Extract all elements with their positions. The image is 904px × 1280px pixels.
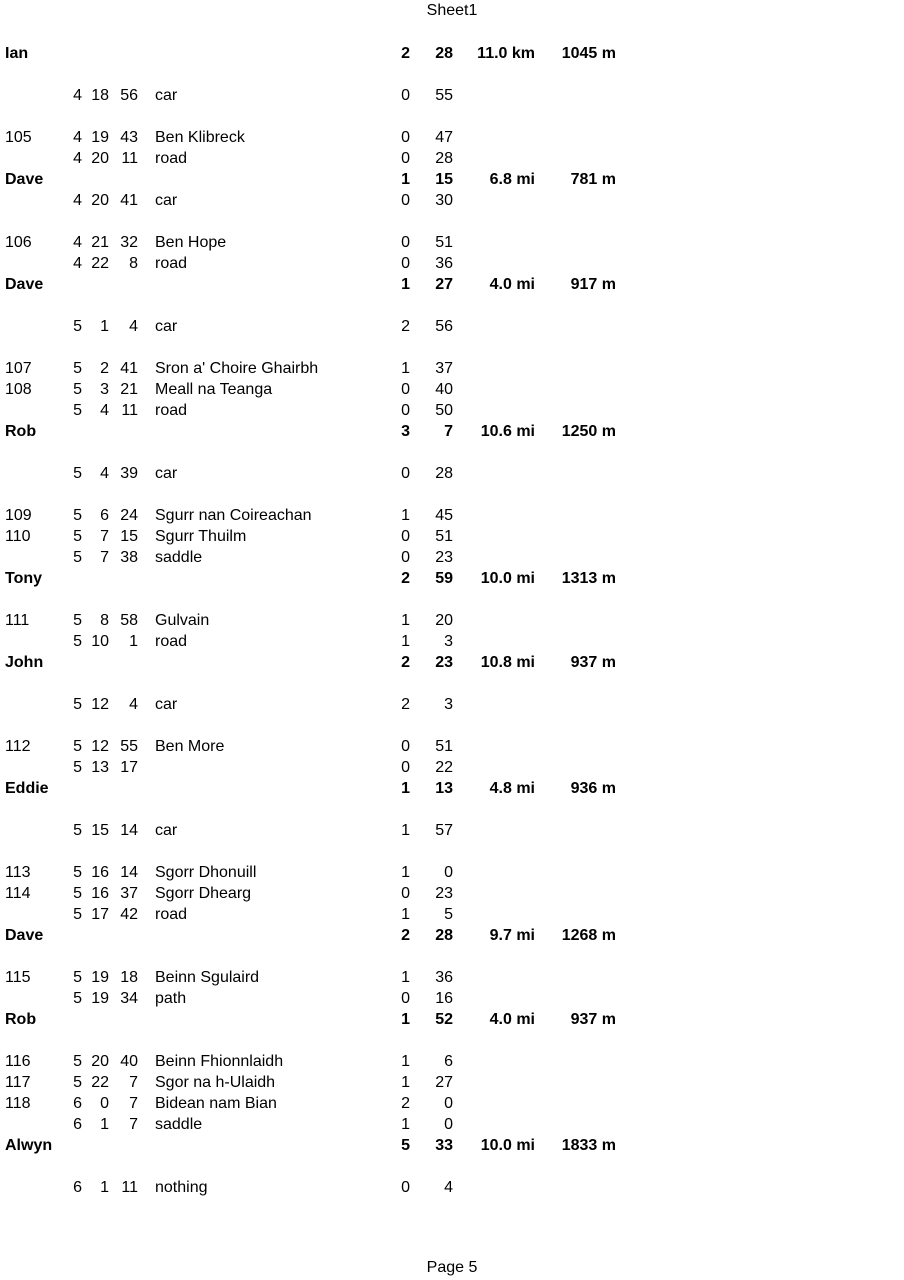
time-hour: 22 [91,1074,109,1091]
summary-row [0,43,904,64]
leg-hours: 1 [401,864,410,881]
time-hour: 3 [100,381,109,398]
leg-hours: 2 [401,696,410,713]
table-row [0,904,904,925]
walker-name: John [5,654,44,671]
time-minute: 24 [120,507,138,524]
time-hour: 8 [100,612,109,629]
summary-row [0,1135,904,1156]
time-minute: 41 [120,192,138,209]
leg-minutes: 0 [444,1095,453,1112]
leg-hours: 0 [401,885,410,902]
total-hours: 1 [401,780,410,797]
leg-minutes: 5 [444,906,453,923]
total-minutes: 7 [444,423,453,440]
time-minute: 41 [120,360,138,377]
leg-minutes: 16 [435,990,453,1007]
table-row [0,547,904,568]
leg-minutes: 57 [435,822,453,839]
total-hours: 2 [401,570,410,587]
summary-row [0,169,904,190]
total-ascent: 1045 m [561,45,616,62]
total-ascent: 1313 m [561,570,616,587]
table-row [0,190,904,211]
leg-name: Beinn Fhionnlaidh [155,1053,284,1070]
time-minute: 39 [120,465,138,482]
total-minutes: 52 [435,1011,453,1028]
leg-hours: 0 [401,402,410,419]
total-hours: 5 [401,1137,410,1154]
time-hour: 22 [91,255,109,272]
leg-minutes: 22 [435,759,453,776]
table-row [0,85,904,106]
time-minute: 56 [120,87,138,104]
time-day: 5 [73,990,82,1007]
total-minutes: 59 [435,570,453,587]
leg-name: Sgor na h-Ulaidh [155,1074,276,1091]
leg-hours: 0 [401,549,410,566]
leg-minutes: 51 [435,528,453,545]
leg-name: Gulvain [155,612,210,629]
walker-name: Tony [5,570,43,587]
walker-name: Alwyn [5,1137,53,1154]
walker-name: Ian [5,45,29,62]
leg-name: saddle [155,1116,203,1133]
leg-hours: 0 [401,990,410,1007]
table-row [0,988,904,1009]
leg-hours: 0 [401,528,410,545]
leg-name: car [155,465,178,482]
time-day: 5 [73,360,82,377]
time-day: 4 [73,192,82,209]
total-distance: 4.0 mi [489,276,535,293]
total-minutes: 28 [435,927,453,944]
total-ascent: 937 m [570,654,616,671]
total-distance: 10.0 mi [480,1137,535,1154]
leg-hours: 1 [401,360,410,377]
time-minute: 8 [129,255,138,272]
time-day: 5 [73,381,82,398]
time-hour: 2 [100,360,109,377]
time-hour: 6 [100,507,109,524]
table-row [0,1051,904,1072]
leg-hours: 1 [401,1116,410,1133]
time-day: 5 [73,1074,82,1091]
hill-number: 106 [5,234,32,251]
summary-row [0,274,904,295]
time-minute: 37 [120,885,138,902]
leg-hours: 1 [401,906,410,923]
leg-minutes: 47 [435,129,453,146]
leg-hours: 1 [401,1053,410,1070]
leg-minutes: 20 [435,612,453,629]
leg-name: Meall na Teanga [155,381,273,398]
leg-minutes: 51 [435,738,453,755]
table-row [0,1114,904,1135]
leg-hours: 0 [401,465,410,482]
leg-name: road [155,150,188,167]
leg-name: Ben Klibreck [155,129,245,146]
leg-minutes: 28 [435,465,453,482]
time-minute: 43 [120,129,138,146]
leg-name: nothing [155,1179,208,1196]
time-day: 6 [73,1095,82,1112]
hill-number: 114 [5,885,31,902]
summary-row [0,652,904,673]
time-minute: 21 [120,381,138,398]
leg-name: car [155,192,178,209]
time-minute: 55 [120,738,138,755]
time-minute: 34 [120,990,138,1007]
time-hour: 20 [91,192,109,209]
total-ascent: 937 m [570,1011,616,1028]
total-hours: 3 [401,423,410,440]
time-day: 5 [73,864,82,881]
walker-name: Dave [5,927,44,944]
summary-row [0,778,904,799]
leg-hours: 0 [401,234,410,251]
time-hour: 17 [91,906,109,923]
walker-name: Dave [5,171,44,188]
time-minute: 14 [120,822,138,839]
total-hours: 1 [401,171,410,188]
time-hour: 19 [91,129,109,146]
leg-minutes: 45 [435,507,453,524]
leg-minutes: 36 [435,255,453,272]
time-day: 5 [73,822,82,839]
leg-name: car [155,696,178,713]
leg-name: road [155,255,188,272]
page-number: Page 5 [426,1259,478,1276]
leg-minutes: 27 [435,1074,453,1091]
time-hour: 1 [100,1179,109,1196]
leg-name: Ben More [155,738,225,755]
hill-number: 108 [5,381,32,398]
time-hour: 20 [91,1053,109,1070]
time-hour: 15 [91,822,109,839]
total-hours: 2 [401,927,410,944]
time-minute: 18 [120,969,138,986]
total-hours: 2 [401,45,410,62]
time-day: 5 [73,612,82,629]
hill-number: 105 [5,129,32,146]
total-hours: 2 [401,654,410,671]
leg-hours: 1 [401,507,410,524]
time-day: 5 [73,885,82,902]
time-hour: 20 [91,150,109,167]
time-day: 5 [73,738,82,755]
leg-hours: 0 [401,192,410,209]
time-day: 4 [73,255,82,272]
total-minutes: 13 [435,780,453,797]
time-day: 5 [73,318,82,335]
total-minutes: 23 [435,654,453,671]
leg-hours: 0 [401,381,410,398]
time-day: 5 [73,507,82,524]
table-row [0,400,904,421]
table-row [0,316,904,337]
leg-hours: 0 [401,1179,410,1196]
time-minute: 40 [120,1053,138,1070]
time-day: 4 [73,234,82,251]
leg-name: car [155,822,178,839]
time-hour: 1 [100,318,109,335]
time-hour: 4 [100,402,109,419]
time-hour: 12 [91,696,109,713]
leg-name: road [155,633,188,650]
time-hour: 1 [100,1116,109,1133]
table-row [0,232,904,253]
leg-hours: 1 [401,1074,410,1091]
time-day: 5 [73,1053,82,1070]
time-hour: 7 [100,528,109,545]
time-minute: 38 [120,549,138,566]
time-hour: 7 [100,549,109,566]
time-day: 5 [73,906,82,923]
time-minute: 7 [129,1095,138,1112]
total-ascent: 1250 m [561,423,616,440]
leg-minutes: 3 [444,633,453,650]
total-distance: 6.8 mi [489,171,535,188]
leg-name: road [155,402,188,419]
hill-number: 117 [5,1074,31,1091]
total-minutes: 28 [435,45,453,62]
leg-minutes: 37 [435,360,453,377]
leg-hours: 0 [401,129,410,146]
summary-row [0,568,904,589]
time-day: 4 [73,150,82,167]
time-hour: 19 [91,969,109,986]
leg-minutes: 28 [435,150,453,167]
time-minute: 11 [121,402,138,419]
leg-name: saddle [155,549,203,566]
table-row [0,631,904,652]
leg-hours: 0 [401,738,410,755]
leg-name: Ben Hope [155,234,227,251]
leg-minutes: 0 [444,1116,453,1133]
leg-minutes: 50 [435,402,453,419]
leg-name: Sgurr Thuilm [155,528,247,545]
time-minute: 4 [129,696,138,713]
total-ascent: 936 m [570,780,616,797]
time-hour: 10 [91,633,109,650]
total-distance: 4.0 mi [489,1011,535,1028]
total-distance: 10.6 mi [480,423,535,440]
total-ascent: 1833 m [561,1137,616,1154]
total-ascent: 917 m [570,276,616,293]
leg-minutes: 56 [435,318,453,335]
summary-row [0,421,904,442]
hill-number: 110 [5,528,31,545]
time-minute: 14 [120,864,138,881]
summary-row [0,925,904,946]
table-row [0,862,904,883]
time-day: 5 [73,402,82,419]
time-day: 5 [73,633,82,650]
table-row [0,694,904,715]
leg-name: path [155,990,187,1007]
total-distance: 4.8 mi [489,780,535,797]
walker-name: Dave [5,276,44,293]
leg-hours: 1 [401,822,410,839]
table-row [0,463,904,484]
leg-minutes: 0 [444,864,453,881]
table-row [0,1177,904,1198]
leg-hours: 0 [401,759,410,776]
table-row [0,505,904,526]
table-row [0,379,904,400]
table-row [0,358,904,379]
leg-minutes: 55 [435,87,453,104]
table-row [0,820,904,841]
time-minute: 17 [120,759,138,776]
time-minute: 4 [129,318,138,335]
time-minute: 15 [120,528,138,545]
time-day: 6 [73,1179,82,1196]
leg-name: Beinn Sgulaird [155,969,260,986]
leg-name: car [155,318,178,335]
hill-number: 116 [5,1053,31,1070]
time-day: 4 [73,129,82,146]
leg-hours: 0 [401,150,410,167]
leg-minutes: 36 [435,969,453,986]
table-row [0,1093,904,1114]
time-minute: 7 [129,1116,138,1133]
table-row [0,610,904,631]
leg-hours: 2 [401,318,410,335]
time-hour: 13 [91,759,109,776]
walker-name: Rob [5,1011,37,1028]
leg-minutes: 3 [444,696,453,713]
total-ascent: 1268 m [561,927,616,944]
table-row [0,883,904,904]
hill-number: 109 [5,507,32,524]
total-hours: 1 [401,276,410,293]
time-hour: 19 [91,990,109,1007]
total-minutes: 33 [435,1137,453,1154]
total-hours: 1 [401,1011,410,1028]
time-minute: 58 [120,612,138,629]
hill-number: 107 [5,360,32,377]
time-minute: 1 [129,633,138,650]
total-distance: 10.0 mi [480,570,535,587]
leg-minutes: 23 [435,885,453,902]
leg-name: Sgorr Dhonuill [155,864,257,881]
leg-name: car [155,87,178,104]
sheet-title: Sheet1 [426,2,478,19]
leg-hours: 1 [401,612,410,629]
table-row [0,757,904,778]
leg-minutes: 30 [435,192,453,209]
table-row [0,127,904,148]
time-hour: 4 [100,465,109,482]
summary-row [0,1009,904,1030]
hill-number: 118 [5,1095,31,1112]
time-day: 4 [73,87,82,104]
time-minute: 42 [120,906,138,923]
leg-name: Sron a' Choire Ghairbh [155,360,319,377]
leg-hours: 1 [401,633,410,650]
time-minute: 7 [129,1074,138,1091]
hill-number: 115 [5,969,31,986]
leg-minutes: 6 [444,1053,453,1070]
hill-number: 112 [5,738,31,755]
leg-hours: 1 [401,969,410,986]
total-ascent: 781 m [570,171,616,188]
time-hour: 0 [100,1095,109,1112]
time-hour: 12 [91,738,109,755]
total-minutes: 27 [435,276,453,293]
time-hour: 18 [91,87,109,104]
leg-name: Bidean nam Bian [155,1095,277,1112]
total-distance: 9.7 mi [489,927,535,944]
time-day: 5 [73,696,82,713]
table-row [0,526,904,547]
leg-name: Sgorr Dhearg [155,885,252,902]
time-minute: 11 [121,150,138,167]
walker-name: Rob [5,423,37,440]
time-day: 5 [73,759,82,776]
table-row [0,148,904,169]
time-hour: 16 [91,864,109,881]
time-minute: 11 [121,1179,138,1196]
total-distance: 11.0 km [477,45,535,62]
time-day: 5 [73,969,82,986]
time-hour: 16 [91,885,109,902]
walker-name: Eddie [5,780,49,797]
time-minute: 32 [120,234,138,251]
leg-hours: 0 [401,87,410,104]
time-day: 6 [73,1116,82,1133]
total-distance: 10.8 mi [480,654,535,671]
leg-hours: 0 [401,255,410,272]
time-day: 5 [73,465,82,482]
total-minutes: 15 [435,171,453,188]
table-row [0,253,904,274]
leg-name: road [155,906,188,923]
table-row [0,736,904,757]
table-row [0,1072,904,1093]
leg-minutes: 4 [444,1179,453,1196]
hill-number: 113 [5,864,31,881]
leg-hours: 2 [401,1095,410,1112]
leg-name: Sgurr nan Coireachan [155,507,312,524]
time-hour: 21 [91,234,109,251]
time-day: 5 [73,549,82,566]
hill-number: 111 [5,612,30,629]
leg-minutes: 23 [435,549,453,566]
time-day: 5 [73,528,82,545]
leg-minutes: 51 [435,234,453,251]
leg-minutes: 40 [435,381,453,398]
table-row [0,967,904,988]
